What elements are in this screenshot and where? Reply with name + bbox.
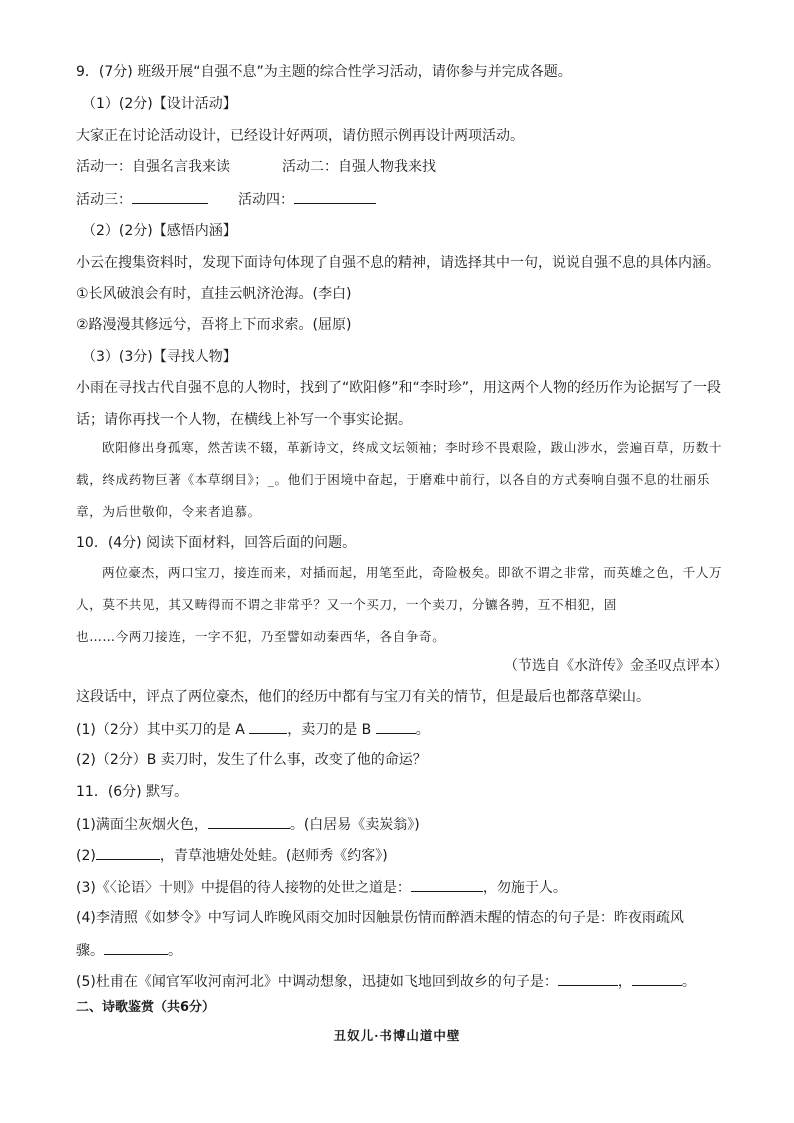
activity-two: 活动二：自强人物我来找 [282,159,436,175]
buyer-blank[interactable] [249,719,287,734]
q10-sub1-text-c: 。 [415,722,430,738]
q10-sub1 [76,719,728,740]
verse-one: ①长风破浪会有时，直挂云帆济沧海。(李白) [76,286,352,302]
passage-source: （节选自《水浒传》金圣叹点评本） [504,658,728,674]
q9-intro: 9．(7分) 班级开展“自强不息”为主题的综合性学习活动，请你参与并完成各题。 [76,64,572,80]
recite-line5-suffix: 。 [681,974,696,990]
argument-passage-text: 欧阳修出身孤寒，然苦读不辍，革新诗文，终成文坛领袖；李时珍不畏艰险，跋山涉水，尝遍百草，历数十载，终成药物巨著《本草纲目》；_。他们于困境中奋起，于磨难中前行，以各自的方式奏响自强不息的壮丽乐章，为后世敬仰，令来者追慕。 [76,440,723,519]
q9-part3-instruction-line1: 小雨在寻找古代自强不息的人物时，找到了“欧阳修”和“李时珍”，用这两个人物的经历作为论据写了一段 [76,380,722,396]
recite-line2 [76,845,728,866]
q9-part2-instruction: 小云在搜集资料时，发现下面诗句体现了自强不息的精神，请选择其中一句，说说自强不息的具体内涵。 [76,255,720,271]
recite-blank-2[interactable] [96,845,160,860]
q10-sub1-text-a: (1)（2分）其中买刀的是 A [76,722,250,738]
recite-line4: (4)李清照《如梦令》中写词人昨晚风雨交加时因触景伤情而醉酒未醒的情态的句子是：昨夜雨疏风 [76,910,684,926]
q9-part1-heading: （1）(2分)【设计活动】 [82,96,237,112]
recite-blank-3[interactable] [411,877,483,892]
recite-line3-prefix: (3)《〈论语〉十则》中提倡的待人接物的处世之道是： [76,880,411,896]
recite-blank-5a[interactable] [558,971,618,986]
recite-line1-suffix: 。(白居易《卖炭翁》) [289,817,420,833]
seller-blank[interactable] [376,719,416,734]
recite-line5 [76,971,728,992]
recite-blank-4[interactable] [104,940,168,955]
argument-passage [76,432,732,528]
recite-line1-prefix: (1)满面尘灰烟火色， [76,817,208,833]
recite-line5-comma: ， [617,974,632,990]
commentary-passage-text: 两位豪杰，两口宝刀，接连而来，对插而起，用笔至此，奇险极矣。即欲不谓之非常，而英雄之色，千人万人，莫不共见，其又畴得而不谓之非常乎？又一个买刀，一个卖刀，分镳各骋，互不相犯，固 [76,565,723,612]
q9-part3-heading: （3）(3分)【寻找人物】 [82,349,237,365]
recite-blank-5b[interactable] [632,971,682,986]
activity-three: 活动三： [76,192,132,208]
recite-line2-prefix: (2) [76,848,96,864]
activity-four-blank[interactable] [294,189,376,204]
q10-summary: 这段话中，评点了两位豪杰，他们的经历中都有与宝刀有关的情节，但是最后也都落草梁山。 [76,689,650,705]
commentary-passage-end: 也……今两刀接连，一字不犯，乃至譬如动秦西华，各自争奇。 [76,629,446,644]
recite-line2-suffix: ，青草池塘处处蛙。(赵师秀《约客》) [159,848,388,864]
q9-activities-row2 [76,189,728,210]
q10-intro: 10．(4分) 阅读下面材料，回答后面的问题。 [76,535,357,551]
q10-sub2: (2)（2分）B 卖刀时，发生了什么事，改变了他的命运？ [76,752,427,768]
recite-line4-suffix: 。 [168,943,182,959]
recite-line3-suffix: ，勿施于人。 [482,880,567,896]
recite-line4-continued [76,940,728,961]
activity-three-blank[interactable] [132,189,208,204]
q9-part1-instruction: 大家正在讨论活动设计，已经设计好两项，请仿照示例再设计两项活动。 [76,128,524,144]
activity-four: 活动四： [238,192,294,208]
q9-activities-row1 [76,157,728,177]
q10-sub1-text-b: ，卖刀的是 B [287,722,376,738]
recite-line3 [76,877,728,898]
q9-part3-instruction-line2: 话；请你再找一个人物，在横线上补写一个事实论据。 [76,412,412,428]
recite-blank-1[interactable] [208,814,290,829]
commentary-passage [76,557,732,653]
recite-line1 [76,814,728,835]
verse-two: ②路漫漫其修远兮，吾将上下而求索。(屈原) [76,317,352,333]
activity-one: 活动一：自强名言我来读 [76,159,230,175]
section2-heading: 二、诗歌鉴赏（共6分） [76,1000,216,1015]
recite-line4-prefix: 骤。 [76,943,104,959]
q11-intro: 11．(6分) 默写。 [76,784,189,800]
q9-part2-heading: （2）(2分)【感悟内涵】 [82,223,237,239]
recite-line5-prefix: (5)杜甫在《闻官军收河南河北》中调动想象，迅捷如飞地回到故乡的句子是： [76,974,558,990]
poem-title: 丑奴儿·书博山道中壁 [333,1028,461,1043]
